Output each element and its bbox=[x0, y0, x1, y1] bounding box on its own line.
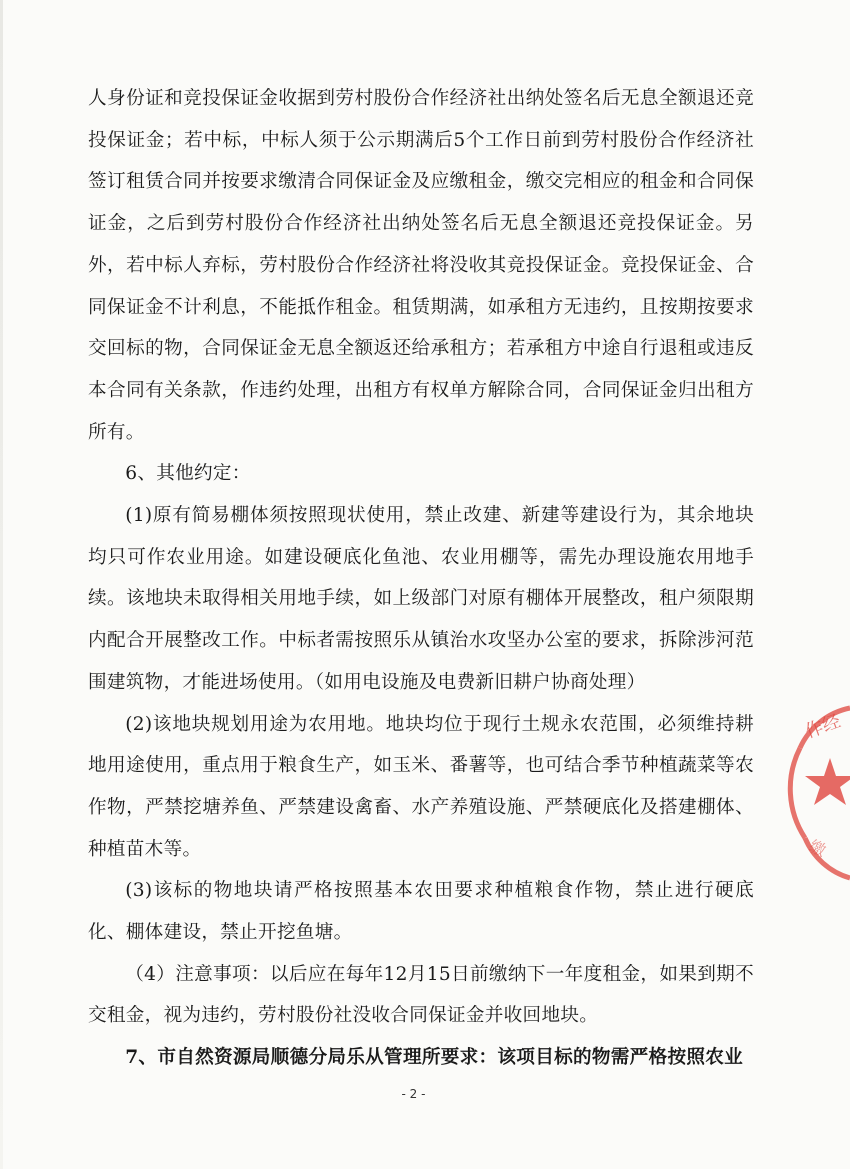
svg-text:缴: 缴 bbox=[806, 836, 829, 861]
clause-item-3: (3)该标的物地块请严格按照基本农田要求种植粮食作物，禁止进行硬底化、棚体建设，禁止开挖鱼塘。 bbox=[88, 880, 754, 944]
svg-text:作经: 作经 bbox=[802, 710, 844, 743]
red-seal-stamp bbox=[770, 688, 850, 888]
section-7-heading: 7、市自然资源局顺德分局乐从管理所要求：该项目标的物需严格按照农业 bbox=[125, 1047, 744, 1069]
section-6-heading: 6、其他约定： bbox=[125, 463, 251, 485]
clause-item-2: (2)该地块规划用途为农用地。地块均位于现行土规永农范围，必须维持耕地用途使用，重点用于粮食生产，如玉米、番薯等，也可结合季节种植蔬菜等农作物，严禁挖塘养鱼、严禁建设禽畜、水产养殖设施、严禁硬底化及搭建棚体、种植苗木等。 bbox=[88, 713, 754, 860]
clause-item-4: （4）注意事项：以后应在每年12月15日前缴纳下一年度租金，如果到期不交租金，视为违约，劳村股份社没收合同保证金并收回地块。 bbox=[88, 963, 754, 1027]
scan-edge bbox=[0, 0, 3, 1169]
page-number: - 2 - bbox=[401, 1087, 426, 1101]
paragraph-deposit-refund: 人身份证和竞投保证金收据到劳村股份合作经济社出纳处签名后无息全额退还竞投保证金；若中标，中标人须于公示期满后5个工作日前到劳村股份合作经济社签订租赁合同并按要求缴清合同保证金及应缴租金，缴交完相应的租金和合同保证金，之后到劳村股份合作经济社出纳处签名后无息全额退还竞投保证金。另外，若中标人弃标，劳村股份合作经济社将没收其竞投保证金。竞投保证金、合同保证金不计利息，不能抵作租金。租赁期满，如承租方无违约，且按期按要求交回标的物，合同保证金无息全额返还给承租方；若承租方中途自行退租或违反本合同有关条款，作违约处理，出租方有权单方解除合同，合同保证金归出租方所有。 bbox=[88, 88, 754, 443]
document-body bbox=[88, 78, 754, 1079]
clause-item-1: (1)原有简易棚体须按照现状使用，禁止改建、新建等建设行为，其余地块均只可作农业用途。如建设硬底化鱼池、农业用棚等，需先办理设施农用地手续。该地块未取得相关用地手续，如上级部门对原有棚体开展整改，租户须限期内配合开展整改工作。中标者需按照乐从镇治水攻坚办公室的要求，拆除涉河范围建筑物，才能进场使用。（如用电设施及电费新旧耕户协商处理） bbox=[88, 505, 754, 693]
